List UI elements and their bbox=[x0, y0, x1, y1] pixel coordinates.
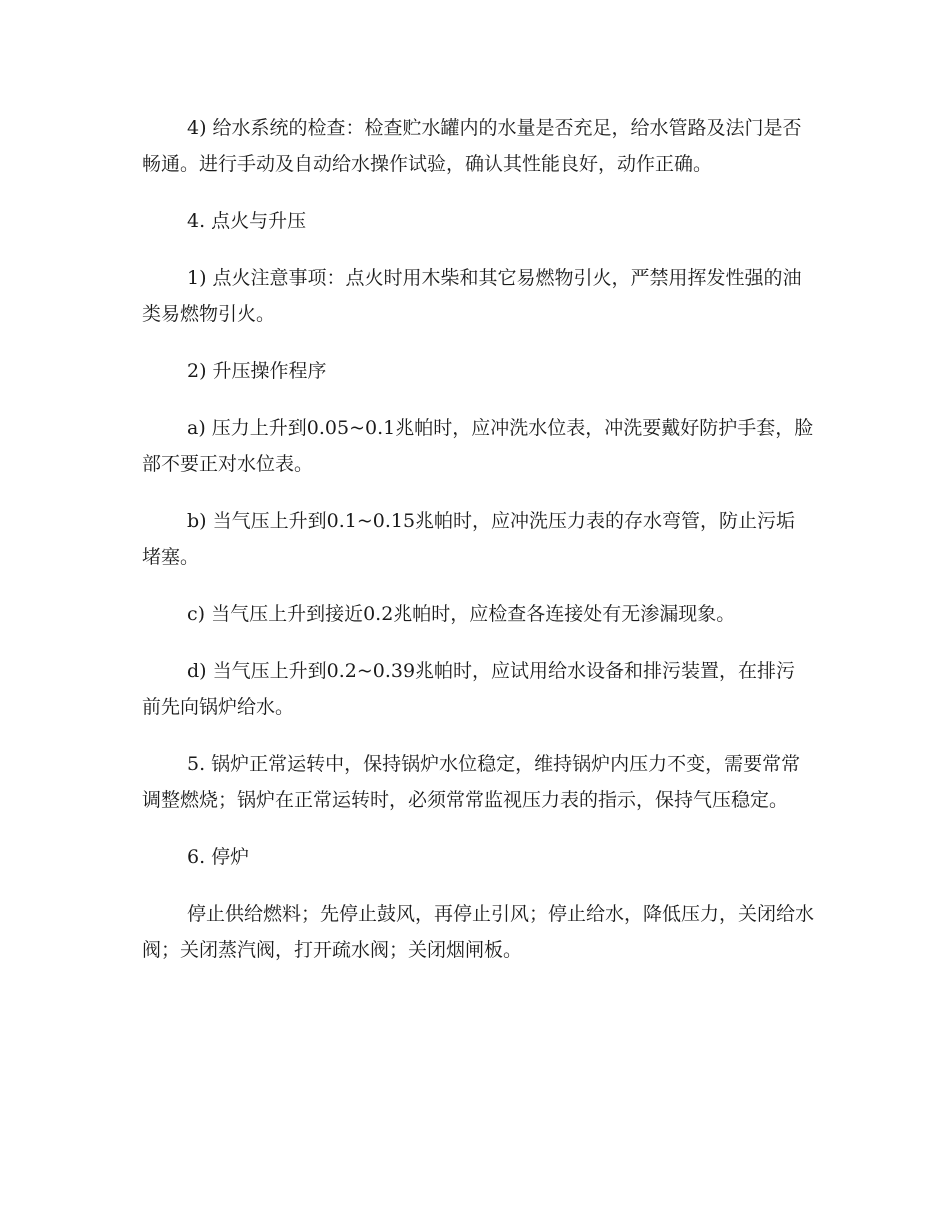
paragraph-step-c: c) 当气压上升到接近0.2兆帕时，应检查各连接处有无渗漏现象。 bbox=[187, 603, 736, 625]
heading-pressure-procedure: 2) 升压操作程序 bbox=[187, 360, 327, 382]
paragraph-normal-operation: 5. 锅炉正常运转中，保持锅炉水位稳定，维持锅炉内压力不变，需要常常调整燃烧；锅炉在正常运转时，必须常常监视压力表的指示，保持气压稳定。 bbox=[142, 753, 801, 811]
paragraph-ignition-notes: 1) 点火注意事项：点火时用木柴和其它易燃物引火，严禁用挥发性强的油类易燃物引火。 bbox=[142, 267, 802, 325]
heading-shutdown: 6. 停炉 bbox=[187, 846, 250, 868]
paragraph-step-b: b) 当气压上升到0.1~0.15兆帕时，应冲洗压力表的存水弯管，防止污垢堵塞。 bbox=[142, 510, 796, 568]
paragraph-shutdown-steps: 停止供给燃料；先停止鼓风，再停止引风；停止给水，降低压力，关闭给水阀；关闭蒸汽阀，打开疏水阀；关闭烟闸板。 bbox=[142, 903, 815, 961]
paragraph-step-a: a) 压力上升到0.05~0.1兆帕时，应冲洗水位表，冲洗要戴好防护手套，脸部不要正对水位表。 bbox=[142, 417, 814, 475]
paragraph-step-d: d) 当气压上升到0.2~0.39兆帕时，应试用给水设备和排污装置，在排污前先向锅炉给水。 bbox=[142, 660, 796, 718]
heading-ignition-pressure: 4. 点火与升压 bbox=[187, 210, 307, 232]
paragraph-water-system-check: 4) 给水系统的检查：检查贮水罐内的水量是否充足，给水管路及法门是否畅通。进行手动及自动给水操作试验，确认其性能良好，动作正确。 bbox=[142, 117, 802, 175]
document-body bbox=[142, 110, 814, 989]
